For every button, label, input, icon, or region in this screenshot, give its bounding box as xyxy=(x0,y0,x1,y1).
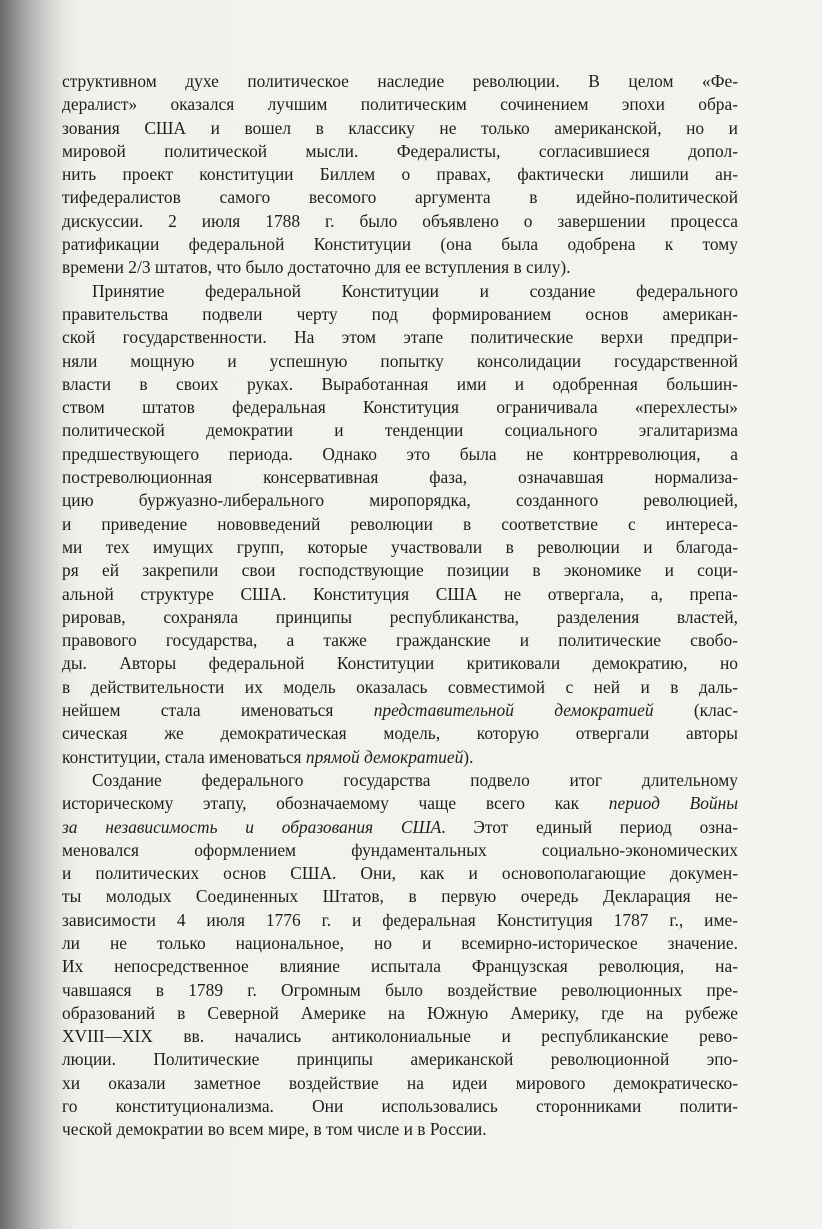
text-line: альной структуре США. Конституция США не отвергала, а, препа- xyxy=(62,583,738,604)
text-line: ды. Авторы федеральной Конституции критиковали демократию, но xyxy=(62,653,738,674)
text-line: постреволюционная консервативная фаза, означавшая нормализа- xyxy=(62,467,738,488)
text-line: историческому этапу, обозначаемому чаще всего как период Войны xyxy=(62,793,738,814)
text-line: времени 2/3 штатов, что было достаточно для ее вступления в силу). xyxy=(62,257,571,278)
text-line: дералист» оказался лучшим политическим сочинением эпохи обра- xyxy=(62,94,738,115)
text-line: в действительности их модель оказалась совместимой с ней и в даль- xyxy=(62,676,738,697)
text-line: мировой политической мысли. Федералисты, согласившиеся допол- xyxy=(62,140,738,161)
text-line: Принятие федеральной Конституции и создание федерального xyxy=(92,280,738,301)
text-line: дискуссии. 2 июля 1788 г. было объявлено о завершении процесса xyxy=(62,210,738,231)
text-line: Их непосредственное влияние испытала Французская революция, на- xyxy=(62,956,738,977)
text-line: цию буржуазно-либерального миропорядка, созданного революцией, xyxy=(62,490,738,511)
text-line: меновался оформлением фундаментальных социально-экономических xyxy=(62,839,738,860)
text-line: сическая же демократическая модель, которую отвергали авторы xyxy=(62,723,738,744)
text-line: зования США и вошел в классику не только американской, но и xyxy=(62,117,738,138)
text-line: образований в Северной Америке на Южную Америку, где на рубеже xyxy=(62,1002,738,1023)
text-line: люции. Политические принципы американской революционной эпо- xyxy=(62,1049,738,1070)
text-line: правового государства, а также гражданские и политические свобо- xyxy=(62,630,738,651)
text-line: ты молодых Соединенных Штатов, в первую очередь Декларация не- xyxy=(62,886,738,907)
text-line: ми тех имущих групп, которые участвовали в революции и благода- xyxy=(62,536,738,557)
text-line: ратификации федеральной Конституции (она была одобрена к тому xyxy=(62,234,738,255)
text-line: ческой демократии во всем мире, в том числе и в России. xyxy=(62,1119,487,1140)
text-line: XVIII—XIX вв. начались антиколониальные и республиканские рево- xyxy=(62,1026,738,1047)
text-line: зависимости 4 июля 1776 г. и федеральная Конституция 1787 г., име- xyxy=(62,909,738,930)
text-line: рировав, сохраняла принципы республиканства, разделения властей, xyxy=(62,606,738,627)
text-line: политической демократии и тенденции социального эгалитаризма xyxy=(62,420,738,441)
text-line: ря ей закрепили свои господствующие позиции в экономике и соци- xyxy=(62,560,738,581)
text-line: Создание федерального государства подвело итог длительному xyxy=(92,769,738,790)
page-text xyxy=(62,70,738,1142)
text-line: структивном духе политическое наследие революции. В целом «Фе- xyxy=(62,71,738,91)
text-line: нить проект конституции Биллем о правах, фактически лишили ан- xyxy=(62,164,738,185)
text-line: предшествующего периода. Однако это была не контрреволюция, а xyxy=(62,443,738,464)
text-line: ли не только национальное, но и всемирно-историческое значение. xyxy=(62,932,738,953)
text-line: власти в своих руках. Выработанная ими и одобренная большин- xyxy=(62,373,738,394)
text-line: за независимость и образования США. Этот единый период озна- xyxy=(62,816,738,837)
text-line: ской государственности. На этом этапе политические верхи предпри- xyxy=(62,327,738,348)
text-line: няли мощную и успешную попытку консолидации государственной xyxy=(62,350,738,371)
text-line: хи оказали заметное воздействие на идеи мирового демократическо- xyxy=(62,1072,738,1093)
text-line: нейшем стала именоваться представительной демократией (клас- xyxy=(62,700,738,721)
text-line: го конституционализма. Они использовались сторонниками полити- xyxy=(62,1096,738,1117)
text-line: чавшаяся в 1789 г. Огромным было воздействие революционных пре- xyxy=(62,979,738,1000)
text-line: конституции, стала именоваться прямой демократией). xyxy=(62,746,474,767)
text-line: правительства подвели черту под формированием основ американ- xyxy=(62,303,738,324)
text-line: тифедералистов самого весомого аргумента в идейно-политической xyxy=(62,187,738,208)
text-line: ством штатов федеральная Конституция ограничивала «перехлесты» xyxy=(62,397,738,418)
text-line: и политических основ США. Они, как и основополагающие докумен- xyxy=(62,863,738,884)
text-line: и приведение нововведений революции в соответствие с интереса- xyxy=(62,513,738,534)
